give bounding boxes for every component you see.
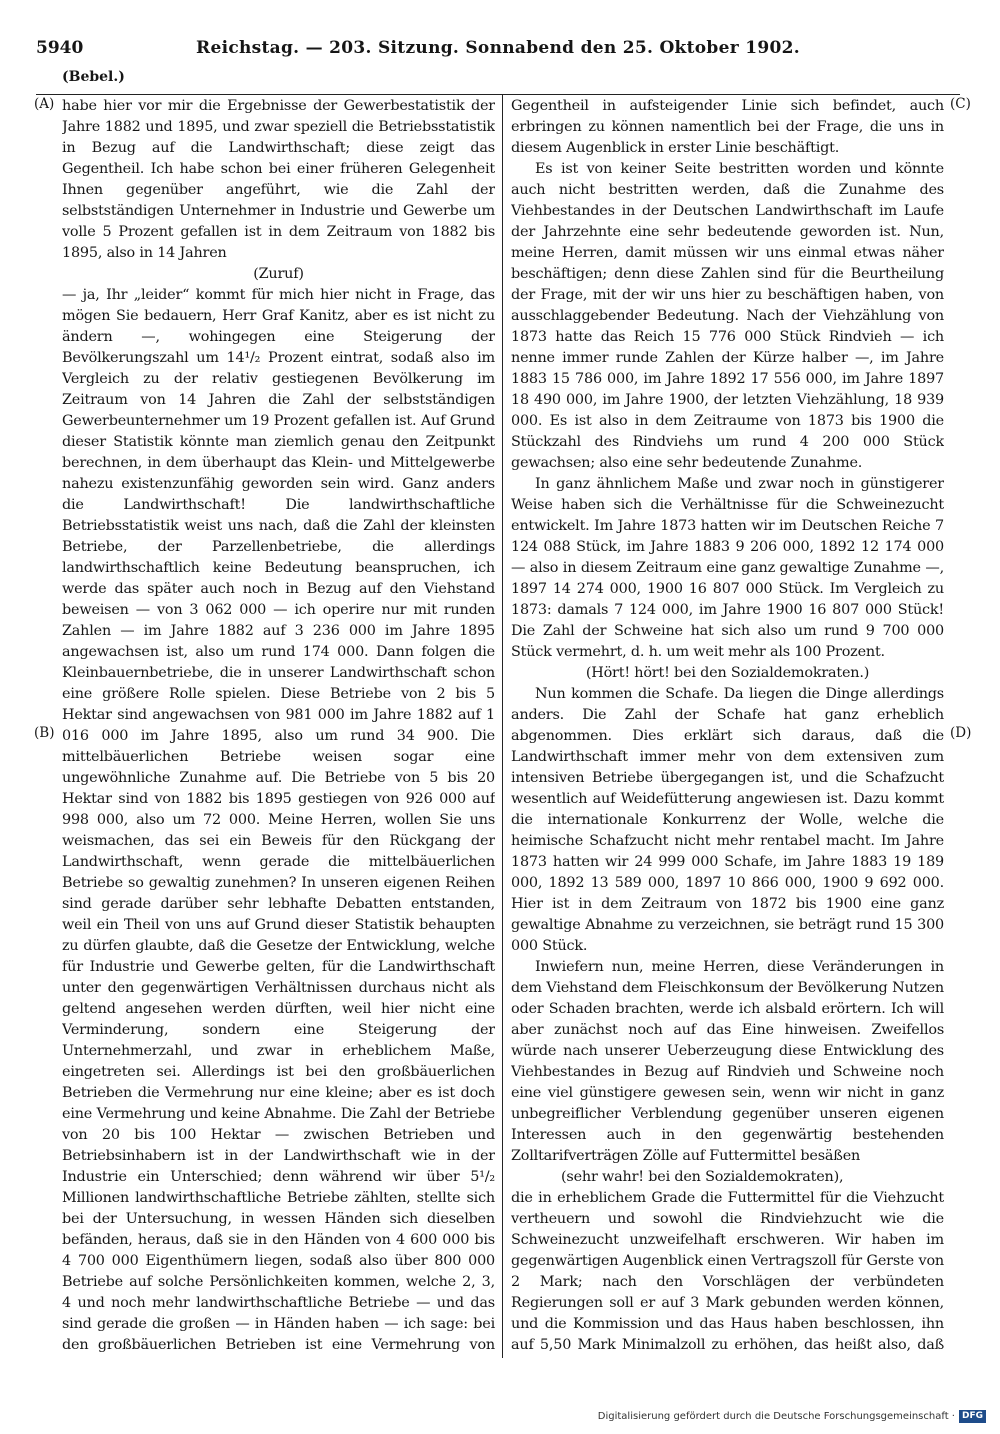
paragraph: Gegentheil in aufsteigender Linie sich befindet, auch erbringen zu können namentlich bei der Frage, die uns in diesem Augenblick in erster Linie beschäftigt. [511, 98, 944, 156]
paragraph: In ganz ähnlichem Maße und zwar noch in günstigerer Weise haben sich die Verhältnisse für die Schweinezucht entwickelt. Im Jahre 1873 hatten wir im Deutschen Reiche 7 124 088 Stück, im Jahre 1883 9 206 000, 1892 12 174 000 — also in diesem Zeitraum eine ganz gewaltige Zunahme —, 1897 14 274 000, 1900 16 807 000 Stück. Im Vergleich zu 1873: damals 7 124 000, im Jahre 1900 16 807 000 Stück! Die Zahl der Schweine hat sich also um rund 9 700 000 Stück vermehrt, d. h. um weit mehr als 100 Prozent. [511, 476, 944, 660]
margin-mark-c: (C) [950, 96, 971, 112]
dfg-logo: DFG [959, 1410, 986, 1423]
paragraph: Es ist von keiner Seite bestritten worden und könnte auch nicht bestritten werden, daß die Zunahme des Viehbestandes in der Deutschen Landwirthschaft im Laufe der Jahrzehnte eine sehr bedeutende geworden ist. Nun, meine Herren, damit müssen wir uns einmal etwas näher beschäftigen; denn diese Zahlen sind für die Beurtheilung der Frage, mit der wir uns hier zu beschäftigen haben, von ausschlaggebender Bedeutung. Nach der Viehzählung von 1873 hatte das Reich 15 776 000 Stück Rindvieh — ich nenne immer runde Zahlen der Kürze halber —, im Jahre 1883 15 786 000, im Jahre 1892 17 556 000, im Jahre 1897 18 490 000, im Jahre 1900, der letzten Viehzählung, 18 939 000. Es ist also in dem Zeitraume von 1873 bis 1900 die Stückzahl des Rindviehs um rund 4 200 000 Stück gewachsen; also eine sehr bedeutende Zunahme. [511, 161, 944, 471]
interjection: (Hört! hört! bei den Sozialdemokraten.) [585, 665, 870, 681]
paragraph: Inwiefern nun, meine Herren, diese Veränderungen in dem Viehstand dem Fleischkonsum der Bevölkerung Nutzen oder Schaden brachten, werde ich alsbald erörtern. Ich will aber zunächst noch auf das Eine hinweisen. Zweifellos würde nach unserer Ueberzeugung diese Entwicklung des Viehbestandes in Bezug auf Rindvieh und Schweine noch eine viel günstigere gewesen sein, wenn wir nicht in ganz unbegreiflicher Verblendung gegenüber unseren eigenen Interessen auch in den gegenwärtig bestehenden Zolltarifverträgen Zölle auf Futtermittel besäßen [511, 959, 944, 1164]
funding-footer [598, 1410, 986, 1423]
running-header [36, 38, 960, 62]
page-number: 5940 [36, 38, 84, 58]
left-column [62, 96, 495, 1358]
speaker-name: (Bebel.) [62, 69, 125, 85]
paragraph: die in erheblichem Grade die Futtermittel für die Viehzucht vertheuern und sowohl die Rindviehzucht wie die Schweinezucht unzweifelhaft erschweren. Wir haben im gegenwärtigen Augenblick einen Vertragszoll für Gerste von 2 Mark; nach den Vorschlägen der verbündeten Regierungen soll er auf 3 Mark gebunden werden können, und die Kommission und das Haus haben beschlossen, ihn auf 5,50 Mark Minimalzoll zu erhöhen, das heißt also, daß [511, 1190, 944, 1353]
paragraph: Nun kommen die Schafe. Da liegen die Dinge allerdings anders. Die Zahl der Schafe hat ganz erheblich abgenommen. Dies erklärt sich daraus, daß die Landwirthschaft immer mehr von dem extensiven zum intensiven Betriebe übergegangen ist, und die Schafzucht wesentlich auf Weidefütterung angewiesen ist. Dazu kommt die internationale Konkurrenz der Wolle, welche die heimische Schafzucht nicht mehr rentabel macht. Im Jahre 1873 hatten wir 24 999 000 Schafe, im Jahre 1883 19 189 000, 1892 13 589 000, 1897 10 866 000, 1900 9 692 000. Hier ist in dem Zeitraum von 1872 bis 1900 eine ganz gewaltige Abnahme zu verzeichnen, sie beträgt rund 15 300 000 Stück. [511, 686, 944, 954]
right-column [511, 96, 944, 1358]
margin-mark-d: (D) [950, 725, 972, 741]
footer-text: Digitalisierung gefördert durch die Deutsche Forschungsgemeinschaft · [597, 1411, 955, 1422]
margin-mark-b: (B) [34, 725, 55, 741]
paragraph: — ja, Ihr „leider“ kommt für mich hier nicht in Frage, das mögen Sie bedauern, Herr Graf Kanitz, aber es ist nicht zu ändern —, wohingegen eine Steigerung der Bevölkerungszahl um 14¹/₂ Prozent eintrat, sodaß also im Vergleich zu der relativ gestiegenen Bevölkerung im Zeitraum von 14 Jahren die Zahl der selbstständigen Gewerbeunternehmer um 19 Prozent gefallen ist. Auf Grund dieser Statistik könnte man ziemlich genau den Zeitpunkt berechnen, in dem überhaupt das Klein- und Mittelgewerbe nahezu existenzunfähig geworden sein wird. Ganz anders die Landwirthschaft! Die landwirthschaftliche Betriebsstatistik weist uns nach, daß die Zahl der kleinsten Betriebe, der Parzellenbetriebe, die allerdings landwirthschaftlich keine Bedeutung beanspruchen, ich werde das später auch noch in Bezug auf den Viehstand beweisen — von 3 062 000 — ich operire nur mit runden Zahlen — im Jahre 1882 auf 3 236 000 im Jahre 1895 angewachsen ist, also um rund 174 000. Dann folgen die Kleinbauernbetriebe, die in unserer Landwirthschaft schon eine größere Rolle spielen. Diese Betriebe von 2 bis 5 Hektar sind angewachsen von 981 000 im Jahre 1882 auf 1 016 000 im Jahre 1895, also um rund 34 900. Die mittelbäuerlichen Betriebe weisen sogar eine ungewöhnliche Zunahme auf. Die Betriebe von 5 bis 20 Hektar sind von 1882 bis 1895 gestiegen von 926 000 auf 998 000, also um 72 000. Meine Herren, wollen Sie uns weismachen, das sei ein Beweis für den Rückgang der Landwirthschaft, wenn gerade die mittelbäuerlichen Betriebe so gewaltig zunehmen? In unseren eigenen Reihen sind gerade darüber sehr lebhafte Debatten entstanden, weil ein Theil von uns auf Grund dieser Statistik behaupten zu dürfen glaubte, daß die Gesetze der Entwicklung, welche für Industrie und Gewerbe gelten, für die Landwirthschaft unter den gegenwärtigen Verhältnissen durchaus nicht als geltend angesehen werden dürften, weil hier nicht eine Verminderung, sondern eine Steigerung der Unternehmerzahl, und zwar in erheblichem Maße, eingetreten sei. Allerdings ist bei den großbäuerlichen Betrieben die Vermehrung nur eine kleine; aber es ist doch eine Vermehrung und keine Abnahme. Die Zahl der Betriebe von 20 bis 100 Hektar — zwischen Betrieben und Betriebsinhabern ist in der Landwirthschaft wie in der Industrie ein Unterschied; denn während wir über 5¹/₂ Millionen landwirthschaftliche Betriebe zählten, stellte sich bei der Untersuchung, in wessen Händen sich dieselben befänden, heraus, daß sie in den Händen von 4 600 000 bis 4 700 000 Eigenthümern liegen, sodaß also über 800 000 Betriebe auf solche Persönlichkeiten kommen, welche 2, 3, 4 und noch mehr landwirthschaftliche Betriebe — und das sind gerade die großen — in Händen haben — ich sage: bei den großbäuerlichen Betrieben ist eine Vermehrung von [62, 287, 495, 1353]
paragraph: habe hier vor mir die Ergebnisse der Gewerbestatistik der Jahre 1882 und 1895, und zwar speziell die Betriebsstatistik in Bezug auf die Landwirthschaft; diese zeigt das Gegentheil. Ich habe schon bei einer früheren Gelegenheit Ihnen gegenüber angeführt, wie die Zahl der selbstständigen Unternehmer in Industrie und Gewerbe um volle 5 Prozent gefallen ist in dem Zeitraum von 1882 bis 1895, also in 14 Jahren [62, 98, 495, 261]
column-divider [502, 95, 503, 1358]
interjection: (Zuruf) [253, 266, 304, 282]
margin-mark-a: (A) [34, 96, 55, 112]
interjection: (sehr wahr! bei den Sozialdemokraten), [561, 1169, 844, 1185]
header-rule [36, 94, 960, 95]
header-title: Reichstag. — 203. Sitzung. Sonnabend den 25. Oktober 1902. [196, 38, 800, 58]
